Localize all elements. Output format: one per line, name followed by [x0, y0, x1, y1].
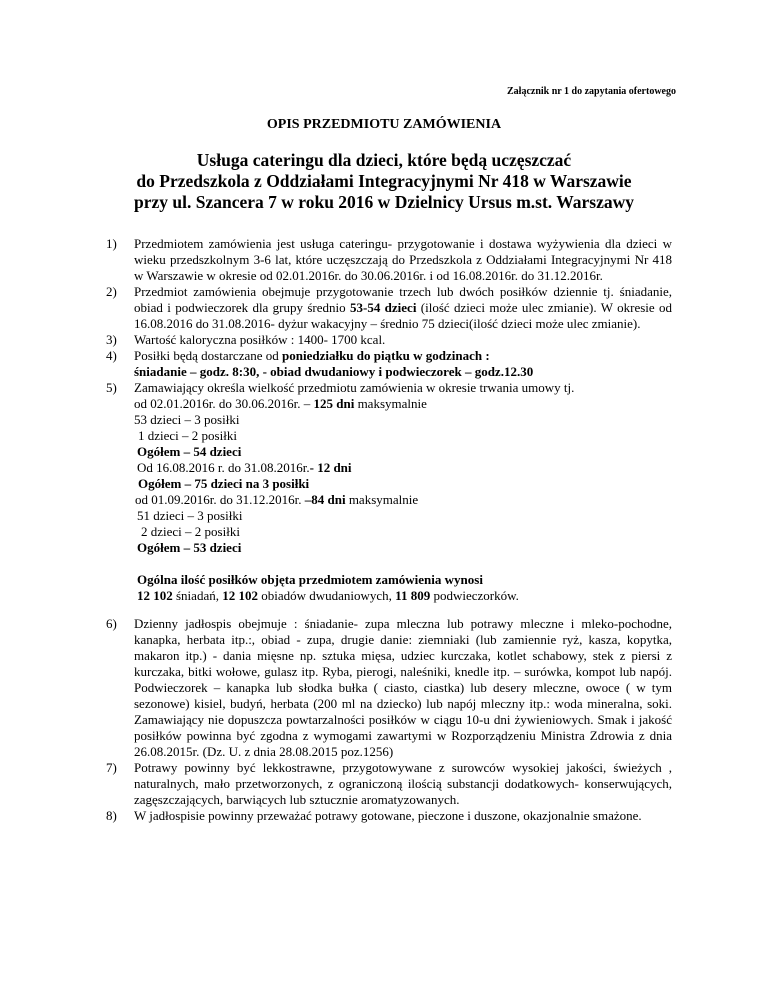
item-number: 5): [106, 380, 117, 395]
document-title: [60, 150, 708, 213]
item-number: 6): [106, 616, 117, 631]
item-text: Przedmiotem zamówienia jest usługa cateringu- przygotowanie i dostawa wyżywienia dla dzieci w wieku przedszkolnym 3-6 lat, które uczęszczają do Przedszkola z Oddziałami Integracyjnymi Nr 418 w Warszawie w okresie od 02.01.2016r. do 30.06.2016r. i od 16.08.2016r. do 31.12.2016r.: [134, 236, 672, 283]
title-line-1: Usługa cateringu dla dzieci, które będą uczęszczać: [196, 150, 572, 170]
item-text: Wartość kaloryczna posiłków : 1400- 1700 kcal.: [134, 332, 386, 347]
document-heading: OPIS PRZEDMIOTU ZAMÓWIENIA: [266, 117, 502, 132]
list-item: [106, 380, 672, 604]
annex-label: Załącznik nr 1 do zapytania ofertowego: [507, 86, 676, 97]
item-text: (ilość dzieci może ulec zmianie). W okresie od 16.08.2016 do 31.08.2016- dyżur wakacyjny – średnio 75 dzieci(ilość dzieci może ulec zmianie).: [134, 300, 673, 331]
period-1-line: 53 dzieci – 3 posiłki: [134, 412, 240, 427]
title-line-2: do Przedszkola z Oddziałami Integracyjnymi Nr 418 w Warszawie: [136, 171, 632, 191]
period-3: od 01.09.2016r. do 31.12.2016r. –84 dni maksymalnie: [135, 492, 419, 507]
period-3-total: Ogółem – 53 dzieci: [137, 540, 242, 555]
list-item: [106, 284, 672, 332]
meal-summary: [134, 572, 672, 604]
period-1: od 02.01.2016r. do 30.06.2016r. – 125 dni maksymalnie: [134, 396, 427, 411]
item-text: W jadłospisie powinny przeważać potrawy gotowane, pieczone i duszone, okazjonalnie smażone.: [134, 808, 642, 823]
children-count: 53-54 dzieci: [349, 300, 417, 315]
list-item: [106, 332, 672, 348]
list-item: [106, 236, 672, 284]
item-text: Przedmiot zamówienia obejmuje przygotowanie trzech lub dwóch posiłków dziennie tj. śniadanie, obiad i podwieczorek dla grupy średnio: [134, 284, 672, 315]
period-3-days: –84 dni: [304, 492, 346, 507]
item-number: 3): [106, 332, 117, 347]
meal-summary-values: 12 102 śniadań, 12 102 obiadów dwudaniowych, 11 809 podwieczorków.: [137, 588, 519, 603]
period-1-total: Ogółem – 54 dzieci: [137, 444, 242, 459]
item-number: 1): [106, 236, 117, 251]
item-number: 8): [106, 808, 117, 823]
item-list: [106, 236, 672, 824]
period-1-days: 125 dni: [313, 396, 355, 411]
list-item: [106, 616, 672, 760]
item-number: 7): [106, 760, 117, 775]
period-2-total: Ogółem – 75 dzieci na 3 posiłki: [138, 476, 310, 491]
period-2-days: - 12 dni: [309, 460, 352, 475]
period-3-line: 51 dzieci – 3 posiłki: [137, 508, 243, 523]
title-line-3: przy ul. Szancera 7 w roku 2016 w Dzielnicy Ursus m.st. Warszawy: [133, 192, 635, 212]
item-text: Zamawiający określa wielkość przedmiotu zamówienia w okresie trwania umowy tj.: [134, 380, 575, 395]
item-text: Dzienny jadłospis obejmuje : śniadanie- zupa mleczna lub potrawy mleczne i mleko-pochodne, kanapka, herbata itp.:, obiad - zupa, drugie danie: ziemniaki (lub zamiennie ryż, kasza, kopytka, makaron itp.) - dania mięsne np. sztuka mięsa, udziec kurczaka, kotlet schabowy, stek z piersi z kurczaka, bitki wołowe, gulasz itp. Ryba, pierogi, naleśniki, knedle itp. – surówka, kompot lub napój. Podwieczorek – kanapka lub słodka bułka ( ciasto, ciastka) lub desery mleczne, owoce ( w tym sezonowe) kisiel, budyń, herbata (200 ml na dziecko) lub napój mleczny itp.: woda mineralna, soki. Zamawiający nie dopuszcza powtarzalności posiłków w ciągu 10-u dni żywieniowych. Smak i jakość posiłków powinna być zgodna z wymogami zawartymi w Rozporządzeniu Ministra Zdrowia z dnia 26.08.2015r. (Dz. U. z dnia 28.08.2015 poz.1256): [134, 616, 672, 759]
list-item: [106, 760, 672, 808]
meal-summary-title: Ogólna ilość posiłków objęta przedmiotem zamówienia wynosi: [137, 572, 483, 587]
list-item: [106, 348, 672, 380]
period-2: Od 16.08.2016 r. do 31.08.2016r.- 12 dni: [137, 460, 352, 475]
delivery-hours: śniadanie – godz. 8:30, - obiad dwudaniowy i podwieczorek – godz.12.30: [134, 364, 534, 379]
period-1-line: 1 dzieci – 2 posiłki: [138, 428, 237, 443]
item-number: 2): [106, 284, 117, 299]
item-text: Posiłki będą dostarczane od: [134, 348, 283, 363]
period-3-line: 2 dzieci – 2 posiłki: [141, 524, 240, 539]
delivery-days: poniedziałku do piątku w godzinach :: [282, 348, 490, 363]
item-text: Potrawy powinny być lekkostrawne, przygotowywane z surowców wysokiej jakości, świeżych , naturalnych, mało przetworzonych, z ograniczoną ilością substancji dodatkowych- konserwujących, zagęszczających, barwiących lub sztucznie aromatyzowanych.: [134, 760, 672, 807]
item-number: 4): [106, 348, 117, 363]
list-item: [106, 808, 672, 824]
